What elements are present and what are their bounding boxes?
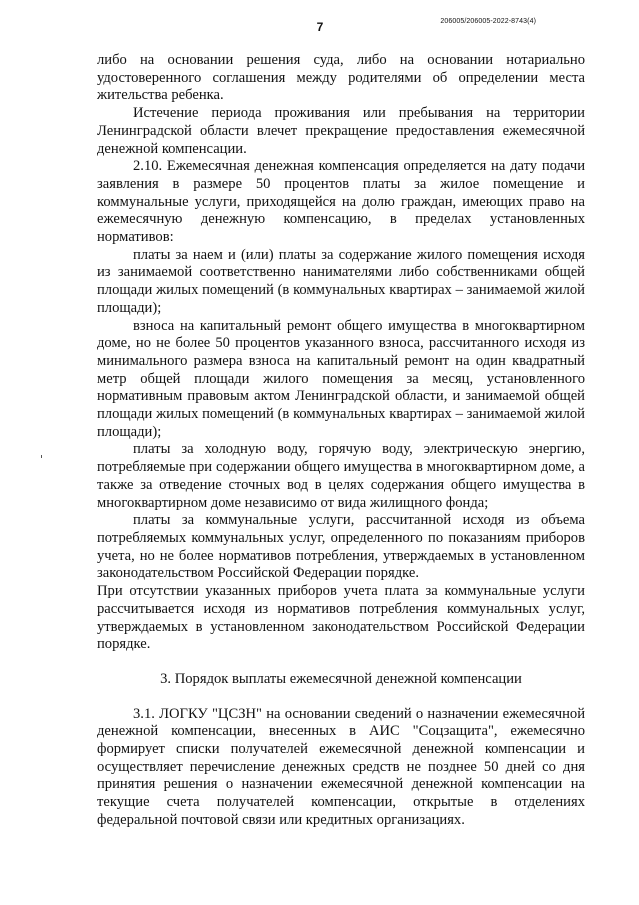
paragraph-capital-repair: взноса на капитальный ремонт общего имущества в многоквартирном доме, но не более 50 процентов указанного взноса, рассчитанного исходя из минимального размера взноса на капитальный ремонт на один квадратный метр общей площади жилого помещения за месяц, установленного нормативным правовым актом Ленинградской области, и занимаемой общей площади жилых помещений (в коммунальных квартирах – занимаемой жилой площади);: [97, 317, 585, 440]
paragraph-utilities-metered: платы за коммунальные услуги, рассчитанной исходя из объема потребляемых коммунальных услуг, определенного по показаниям приборов учета, но не более нормативов потребления, утверждаемых в установленном законодательством Российской Федерации порядке.: [97, 512, 585, 582]
paragraph-continuation: либо на основании решения суда, либо на основании нотариально удостоверенного соглашения между родителями об определении места жительства ребенка.: [97, 52, 585, 104]
section-3-heading: 3. Порядок выплаты ежемесячной денежной компенсации: [160, 670, 522, 687]
document-id: 206005/206005-2022-8743(4): [440, 18, 536, 25]
paragraph-period-expiry: Истечение периода проживания или пребывания на территории Ленинградской области влечет прекращение предоставления ежемесячной денежной компенсации.: [97, 105, 585, 157]
scan-speck: [41, 455, 42, 458]
paragraph-2-10: 2.10. Ежемесячная денежная компенсация определяется на дату подачи заявления в размере 50 процентов платы за жилое помещение и коммунальные услуги, приходящейся на долю граждан, имеющих право на ежемесячную денежную компенсацию, в пределах установленных нормативов:: [97, 158, 585, 246]
page-number: 7: [316, 20, 324, 34]
paragraph-utilities-common: платы за холодную воду, горячую воду, электрическую энергию, потребляемые при содержании общего имущества в многоквартирном доме, а также за отведение сточных вод в целях содержания общего имущества в многоквартирном доме независимо от вида жилищного фонда;: [97, 441, 585, 511]
paragraph-no-meters: При отсутствии указанных приборов учета плата за коммунальные услуги рассчитывается исходя из нормативов потребления коммунальных услуг, утверждаемых в установленном законодательством Российской Федерации порядке.: [97, 583, 585, 653]
paragraph-rent-fee: платы за наем и (или) платы за содержание жилого помещения исходя из занимаемой соответственно нанимателями либо собственниками общей площади жилых помещений (в коммунальных квартирах – занимаемой жилой площади);: [97, 246, 585, 316]
document-body: [97, 52, 585, 830]
paragraph-3-1: 3.1. ЛОГКУ "ЦСЗН" на основании сведений о назначении ежемесячной денежной компенсации, внесенных в АИС "Соцзащита", ежемесячно формирует списки получателей ежемесячной денежной компенсации и осуществляет перечисление денежных средств не позднее 50 дней со дня принятия решения о назначении ежемесячной денежной компенсации на текущие счета получателей компенсации, открытые в отделениях федеральной почтовой связи или кредитных организациях.: [97, 705, 585, 828]
